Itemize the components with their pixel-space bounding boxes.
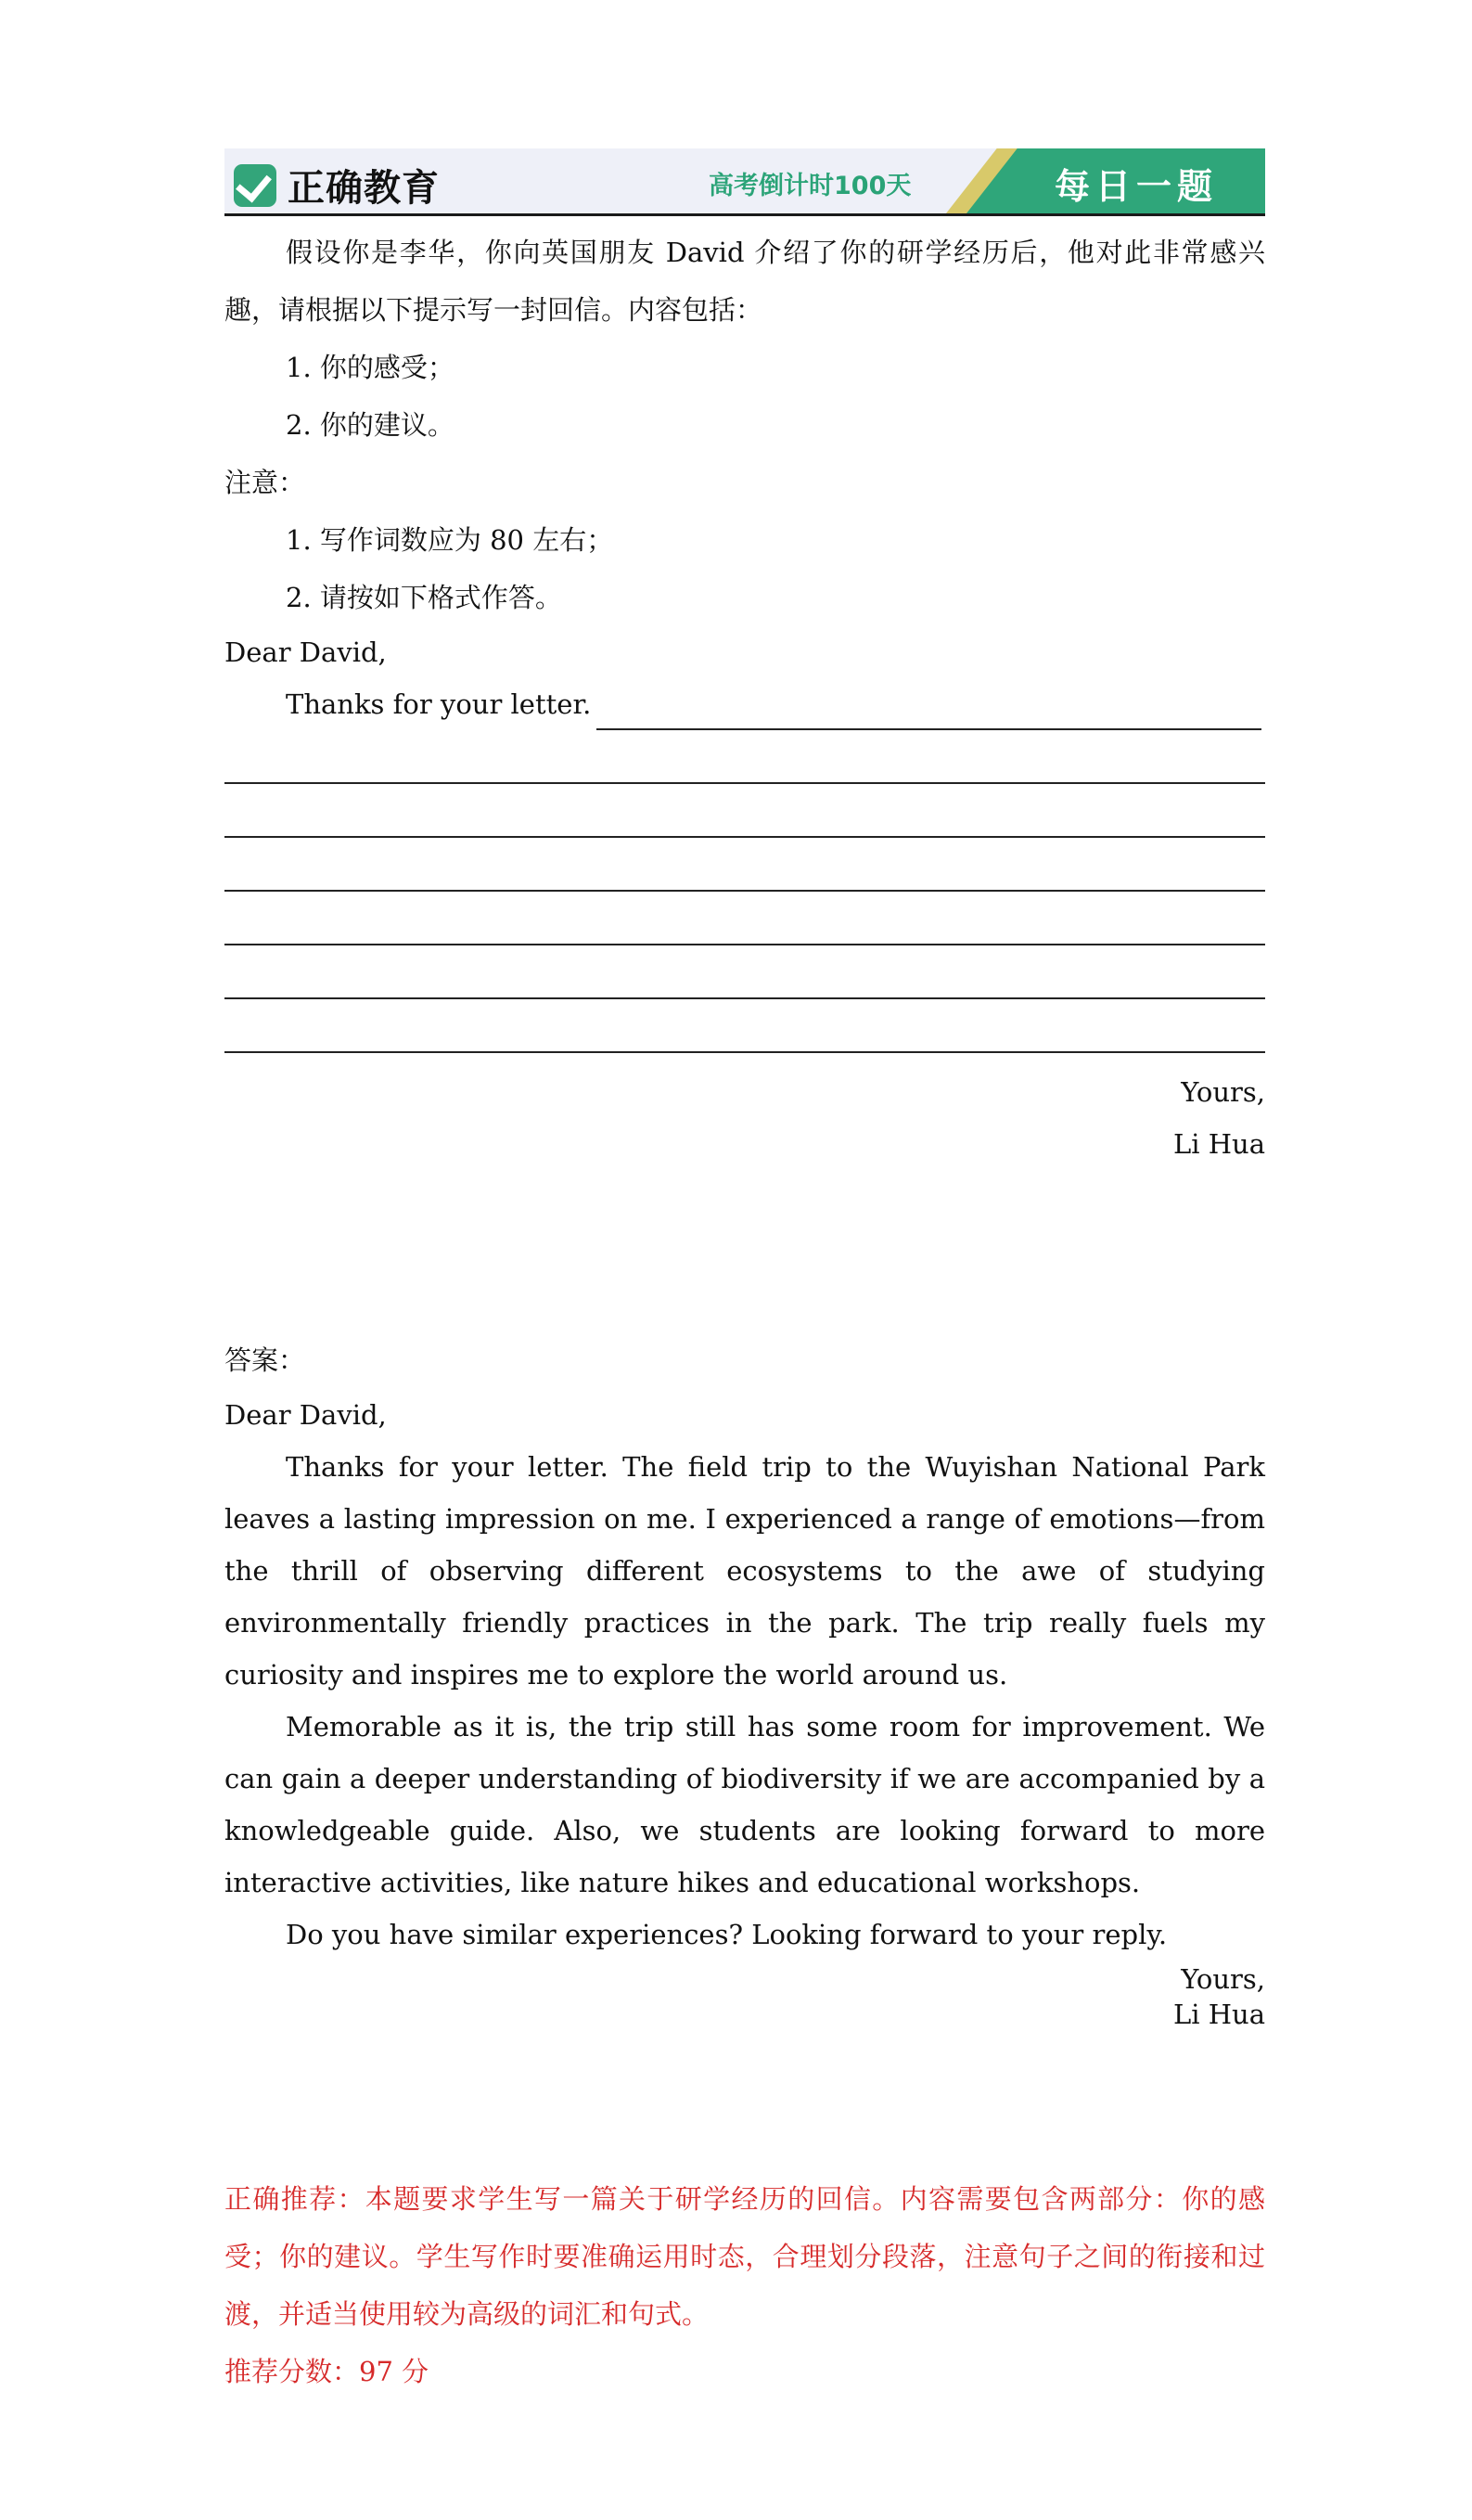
- answer-paragraph-2: Memorable as it is, the trip still has some room for improvement. We can gain a deeper understanding of biodiversity if we are accompanied by a knowledgeable guide. Also, we students are looking forward to more interactive activities, like nature hikes and educational workshops.: [224, 1711, 1265, 1898]
- first-writing-line: [224, 678, 1265, 730]
- note-2: 2. 请按如下格式作答。: [286, 582, 562, 613]
- question-prompt: 假设你是李华，你向英国朋友 David 介绍了你的研学经历后，他对此非常感兴趣，请根据以下提示写一封回信。内容包括：: [224, 237, 1265, 326]
- logo: [234, 159, 440, 212]
- answer-paragraph-3: Do you have similar experiences? Looking forward to your reply.: [286, 1919, 1168, 1950]
- recommended-score: 推荐分数：97 分: [224, 2356, 429, 2387]
- letter-opening: Thanks for your letter.: [286, 688, 592, 720]
- countdown-text: 高考倒计时100天: [709, 172, 912, 200]
- letter-greeting: Dear David,: [224, 636, 387, 668]
- writing-line: [224, 730, 1265, 784]
- letter-closing: Yours,: [1181, 1076, 1265, 1108]
- writing-blank: [596, 691, 1261, 730]
- daily-question-tag: 每日一题: [1055, 166, 1219, 207]
- answer-closing: Yours,: [1181, 1963, 1265, 1995]
- document-page: [224, 148, 1265, 2400]
- answer-greeting: Dear David,: [224, 1399, 387, 1431]
- content-point-2: 2. 你的建议。: [286, 409, 454, 441]
- content-point-1: 1. 你的感受；: [286, 352, 454, 383]
- answer-paragraph-1: Thanks for your letter. The field trip to the Wuyishan National Park leaves a lasting impression on me. I experienced a range of emotions—from the thrill of observing different ecosystems to the awe of studying environmentally friendly practices in the park. The trip really fuels my curiosity and inspires me to explore the world around us.: [224, 1451, 1265, 1691]
- writing-line: [224, 784, 1265, 838]
- writing-line: [224, 892, 1265, 945]
- header-banner: [224, 148, 1265, 213]
- recommendation-text: 正确推荐：本题要求学生写一篇关于研学经历的回信。内容需要包含两部分：你的感受；你的建议。学生写作时要准确运用时态，合理划分段落，注意句子之间的衔接和过渡，并适当使用较为高级的词汇和句式。: [224, 2183, 1265, 2330]
- writing-line: [224, 945, 1265, 999]
- notes-label: 注意：: [224, 467, 306, 498]
- letter-signature: Li Hua: [1172, 1128, 1265, 1160]
- writing-line: [224, 999, 1265, 1053]
- answer-label: 答案：: [224, 1344, 306, 1376]
- logo-text: 正确教育: [288, 167, 440, 210]
- note-1: 1. 写作词数应为 80 左右；: [286, 524, 614, 556]
- writing-line: [224, 838, 1265, 892]
- answer-signature: Li Hua: [1172, 1999, 1265, 2030]
- checkmark-icon: [234, 164, 276, 207]
